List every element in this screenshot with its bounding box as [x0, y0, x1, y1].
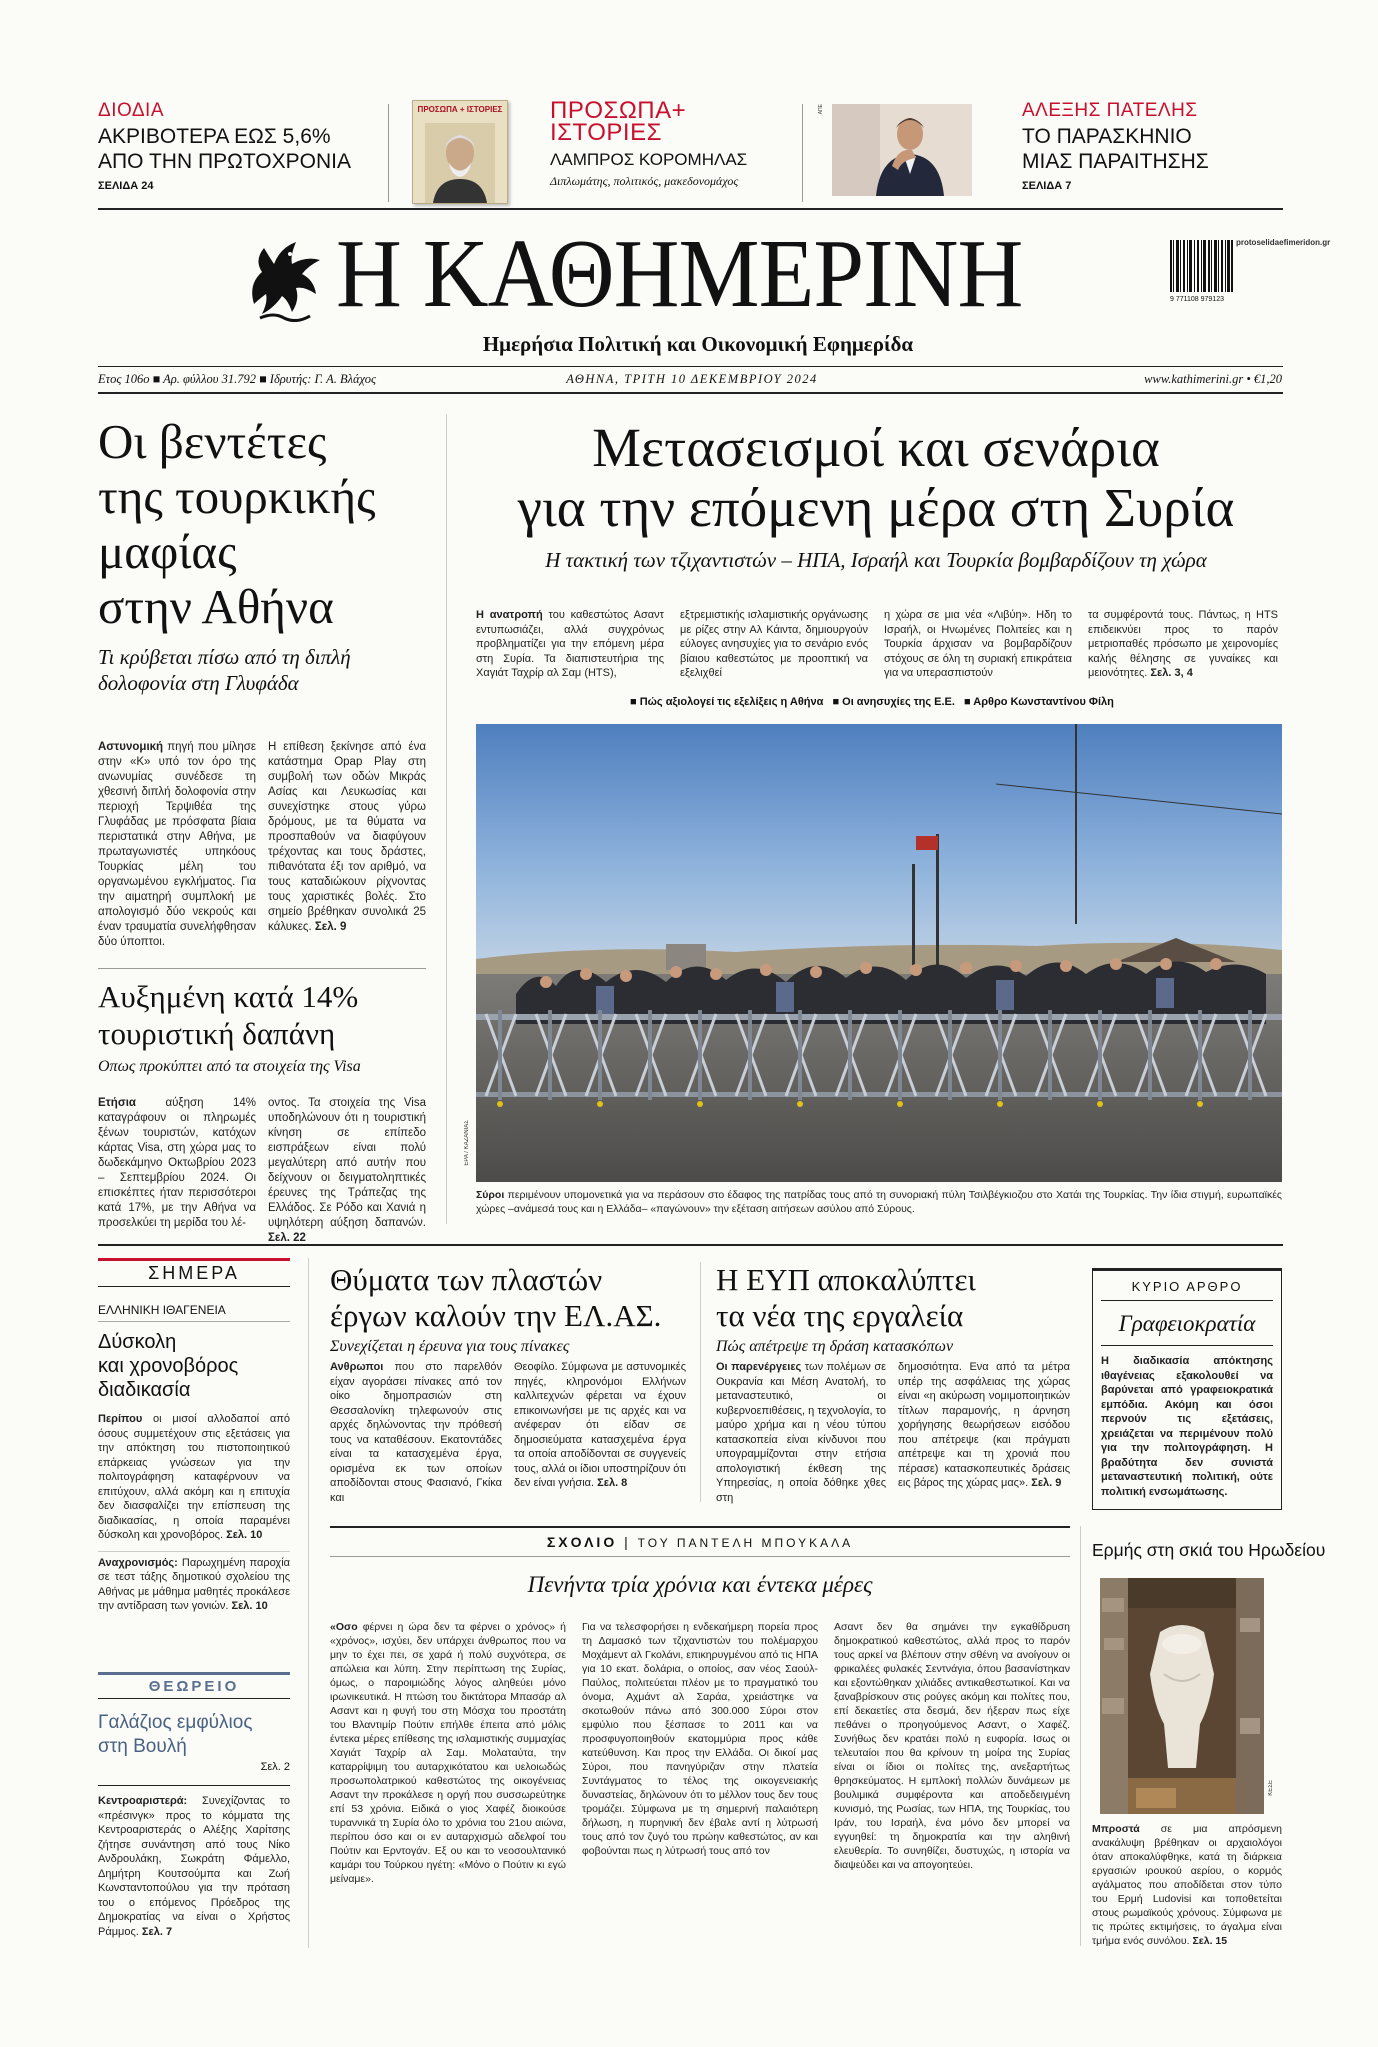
- person-photo: [832, 104, 972, 196]
- teaser-headline: ΑΠΟ ΤΗΝ ΠΡΩΤΟΧΡΟΝΙΑ: [98, 150, 351, 173]
- column-separator: |: [624, 1534, 638, 1550]
- teaser-kicker: ΔΙΟΔΙΑ: [98, 100, 164, 121]
- statue-photo: [1100, 1578, 1264, 1814]
- hermes-photo[interactable]: [1100, 1578, 1264, 1814]
- fake-art-col-1: [330, 1360, 502, 1505]
- article-page: Σελ. 22: [268, 1232, 306, 1244]
- article-body: τα συμφέροντά τους. Πάντως, η HTS επιδεικνύει προς το παρόν μετριοπαθές πρόσωπο με χειρονομίες καλής θέλησης σε γυναίκες και μειονότητες.: [1088, 609, 1278, 679]
- today-box[interactable]: [98, 1258, 290, 1614]
- column-author: ΤΟΥ ΠΑΝΤΕΛΗ ΜΠΟΥΚΑΛΑ: [637, 1536, 854, 1550]
- article-title: στην Αθήνα: [98, 579, 334, 634]
- magazine-title: ΠΡΟΣΩΠΑ + ΙΣΤΟΡΙΕΣ: [417, 105, 503, 114]
- sidebar-brief: [98, 1551, 290, 1614]
- article-title: Θύματα των πλαστών: [330, 1262, 603, 1297]
- article-lead: «Οσο: [330, 1621, 358, 1633]
- teaser-kicker: ΠΡΟΣΩΠΑ+: [550, 97, 687, 124]
- column-col-3: [834, 1620, 1070, 1872]
- tourism-article[interactable]: [98, 978, 426, 1076]
- article-body: δημοσιότητα. Ενα από τα μέτρα υπέρ της ασφάλειας της χώρας είναι «η ακύρωση νομιμοποιητικών τίτλων παραμονής, η άρνηση χορήγησης θεωρήσεων εισόδου που απέτρεψε (και πράγματι απέτρεψε και τη χρονιά που πέρασε) κατασκοπευτικές δράσεις εις βάρος της χώρας μας».: [898, 1361, 1070, 1489]
- teaser-kicker: ΑΛΕΞΗΣ ΠΑΤΕΛΗΣ: [1022, 100, 1198, 121]
- teaser-profiles[interactable]: [550, 97, 790, 189]
- teaser-headline: ΑΚΡΙΒΟΤΕΡΑ ΕΩΣ 5,6%: [98, 125, 331, 148]
- mafia-col-2: [268, 740, 426, 935]
- barcode: [1170, 238, 1331, 310]
- article-title: Η ΕΥΠ αποκαλύπτει: [716, 1262, 976, 1297]
- article-lead: Περίπου: [98, 1413, 143, 1425]
- article-subtitle: Οπως προκύπτει από τα στοιχεία της Visa: [98, 1058, 361, 1075]
- sidebar-body: [98, 1412, 290, 1543]
- related-link[interactable]: ■ Αρθρο Κωνσταντίνου Φίλη: [963, 696, 1114, 708]
- column-header: [330, 1534, 1070, 1550]
- teaser-headline: ΛΑΜΠΡΟΣ ΚΟΡΟΜΗΛΑΣ: [550, 150, 748, 169]
- eyp-col-1: [716, 1360, 886, 1505]
- teaser-kicker: ΙΣΤΟΡΙΕΣ: [550, 119, 662, 146]
- editorial-body: Η διαδικασία απόκτησης ιθαγένειας εξακολουθεί να βαρύνεται από γραφειοκρατικά εμπόδια. Ακόμη και όσοι περνούν τις εξετάσεις, χρειάζεται να περιμένουν πολύ για την πολιτογράφηση. Η βραδύτητα δεν συνιστά μεταναστευτική πολιτική, ούτε πολιτική ενσωμάτωσης.: [1101, 1355, 1273, 1498]
- article-body: η χώρα σε μια νέα «Λιβύη». Ηδη το Ισραήλ, οι Ηνωμένες Πολιτείες και η Τουρκία άρχισαν να βομβαρδίζουν στόχους σε όλη τη συριακή επικράτεια για να υπερασπιστούν: [884, 609, 1072, 679]
- editorial-title: Γραφειοκρατία: [1101, 1311, 1273, 1346]
- barcode-icon: [1170, 240, 1234, 300]
- brief-body: Παρωχημένη παροχία σε τεστ τάξης δημοτικού σχολείου της Αθήνας με μάθημα μαθητές προκάλεσε την αντίδραση των γονιών.: [98, 1556, 290, 1612]
- lead-subtitle: Η τακτική των τζιχαντιστών – ΗΠΑ, Ισραήλ και Τουρκία βομβαρδίζουν τη χώρα: [545, 548, 1207, 572]
- column-title: Πενήντα τρία χρόνια και έντεκα μέρες: [527, 1572, 873, 1597]
- article-body: Ασαντ δεν θα σημάνει την εγκαθίδρυση δημοκρατικού καθεστώτος, αλλά προς το παρόν τους αρκεί να βλέπουν στην σθένη να ανοίγουν οι φρικαλέες φυλακές Σεντνάγια, όπου βασανίστηκαν και εξοντώθηκαν χιλιάδες αντικαθεστωτικοί. Και να ξαναβρίσκουν στις ρούγες ακόμη και πολίτες που, επί δεκαετίες στα δεσμά, δεν ήξεραν πως είχε πεθάνει ο προηγούμενος Ασαντ, ο Χαφέζ. Συνήθως δεν κρατάει πολύ η ευφορία. Ισως οι τελευταίοι που θα κρίνουν τη μοίρα της Συρίας είναι οι ίδιοι οι πολίτες της, ανεξαρτήτως θρησκεύματος. Η εμπλοκή πολλών δυνάμεων με βουλιμικά συμφέροντα και αποδεδειγμένη κυνισμό, της Ρωσίας, των ΗΠΑ, της Τουρκίας, του Ιράν, του Ισραήλ, ένα μόνο δεν μπορεί να εγγυηθεί: τη δημοκρατία και την αληθινή ελευθερία. Το συνηθίζει, δυστυχώς, η ιστορία να διαψεύδει και να απογοητεύει.: [834, 1621, 1070, 1871]
- photo-caption: [476, 1188, 1282, 1216]
- article-body: εξτρεμιστικής ισλαμιστικής οργάνωσης με ρίζες στην Αλ Κάιντα, δημιουργούν εύλογες ανησυχίες για το σενάριο ενός βίαιου καθεστώτος με προοπτική να εξελιχθεί: [680, 609, 868, 679]
- teaser-subtitle: Διπλωμάτης, πολιτικός, μακεδονομάχος: [550, 174, 739, 188]
- article-subtitle: Τι κρύβεται πίσω από τη διπλή δολοφονία στη Γλυφάδα: [98, 645, 351, 695]
- article-page: Σελ. 10: [226, 1529, 263, 1541]
- article-body: του καθεστώτος Ασαντ εντυπωσιάζει, αλλά συγχρόνως προβληματίζει για την επόμενη μέρα στη Συρία. Τα διαπιστευτήρια της Χαγιάτ Ταχρίρ αλ Σαμ (HTS),: [476, 609, 664, 679]
- related-links: [630, 696, 1150, 708]
- hermes-caption: [1092, 1822, 1282, 1948]
- article-title: έργων καλούν την ΕΛ.ΑΣ.: [330, 1298, 662, 1333]
- sidebar-title: διαδικασία: [98, 1379, 191, 1401]
- dateline-right: www.kathimerini.gr • €1,20: [1144, 372, 1282, 386]
- caption-lead: Μπροστά: [1092, 1823, 1140, 1835]
- sidebar-header: ΘΕΩΡΕΙΟ: [98, 1672, 290, 1699]
- magazine-cover[interactable]: [412, 100, 508, 204]
- sidebar-header: ΣΗΜΕΡΑ: [98, 1258, 290, 1287]
- article-title: τα νέα της εργαλεία: [716, 1298, 964, 1333]
- sidebar-title: Δύσκολη: [98, 1331, 177, 1353]
- mafia-col-1: [98, 740, 256, 950]
- sidebar-title: Γαλάζιος εμφύλιος: [98, 1712, 253, 1733]
- sidebar-page: Σελ. 2: [260, 1761, 290, 1773]
- article-lead: Αστυνομική: [98, 741, 164, 753]
- eyp-article[interactable]: [716, 1262, 1070, 1356]
- dateline-center: ΑΘΗΝΑ, ΤΡΙΤΗ 10 ΔΕΚΕΜΒΡΙΟΥ 2024: [566, 372, 818, 386]
- editorial-box[interactable]: [1092, 1268, 1282, 1510]
- sidebar-title: και χρονοβόρος: [98, 1355, 239, 1377]
- article-body: Η επίθεση ξεκίνησε από ένα κατάστημα Opap Play στη συμβολή των οδών Μικράς Ασίας και Λευκωσίας και συνεχίστηκε στους γύρω δρόμους, με τα θύματα να προσπαθούν να διαφύγουν τρέχοντας και τους δράστες, πιθανότατα έξι τον αριθμό, να τους καταδιώκουν ρίχνοντας τους χαριστικές βολές. Στο σημείο βρέθηκαν συνολικά 25 κάλυκες.: [268, 741, 426, 933]
- teaser-photo-patelis[interactable]: [832, 104, 972, 196]
- editorial-header: ΚΥΡΙΟ ΑΡΘΡΟ: [1101, 1279, 1273, 1301]
- lead-headline: Μετασεισμοί και σενάρια: [592, 417, 1160, 478]
- portrait-illustration: [425, 123, 495, 203]
- article-body: των πολέμων σε Ουκρανία και Μέση Ανατολή, το μεταναστευτικό, οι κυβερνοεπιθέσεις, η τεχνολογία, το μαύρο χρήμα και η νέου τύπου κατασκοπεία είναι κίνδυνοι που υπογραμμίζονται στην ετήσια απολογιστική έκθεση της Υπηρεσίας, η οποία δόθηκε χθες στη: [716, 1361, 887, 1504]
- column-col-1: [330, 1620, 566, 1886]
- article-subtitle: Πώς απέτρεψε τη δράση κατασκόπων: [716, 1338, 954, 1355]
- teaser-tolls[interactable]: [98, 100, 378, 192]
- teaser-headline: ΜΙΑΣ ΠΑΡΑΙΤΗΣΗΣ: [1022, 150, 1209, 173]
- theorio-box[interactable]: [98, 1672, 290, 1939]
- brief-lead: Κεντροαριστερά:: [98, 1795, 188, 1807]
- teaser-page: ΣΕΛΙΔΑ 7: [1022, 180, 1072, 192]
- article-title: τουριστική δαπάνη: [98, 1016, 336, 1051]
- article-body: φέρνει η ώρα δεν τα φέρνει ο χρόνος» ή «χρόνος», ισχύει, δεν υπάρχει άνθρωπος που να μην το έχει πει, σε χαρά ή πολύ συχνότερα, σε απώλεια και λύπη. Στην περίπτωση της Συρίας, όμως, ο παροιμιώδης λόγος αληθεύει μόνο ιρωνικευτικά. Η πτώση του δικτάτορα Μπασάρ αλ Ασαντ και η φυγή του στη Μόσχα του προστάτη του Βλαντιμίρ Πούτιν επήλθε έπειτα από μόλις έντεκα μέρες επίθεσης της ισλαμιστικής συμμαχίας Χαγιάτ Ταχρίρ αλ Σαμ. Μολαταύτα, την καταρρίψιμη του αυταρχικότατου και υελοιωδώς προσωπολατρικού καθεστώτος της οικογένειας Ασαντ την προκάλεσε η οργή που συσσωρεύτηκε επί 53 χρόνια. Ειδικά ο γιος Χαφέζ διοικούσε τυραννικά τη Συρία όλο το χρόνια του 21ου αιώνα, περίπου όσο και οι εν αυταρχισμώ αδελφοί του Πούτιν και Ερντογάν. Εξ ου και το νεοσουλτανικό καμάρι του Τούρκου ηγέτη: «Μόνο ο Πούτιν κι εγώ μείναμε».: [330, 1621, 566, 1885]
- barcode-site: protoselidaefimeridon.gr: [1236, 238, 1331, 247]
- dateline-left: Ετος 106ο ■ Αρ. φύλλου 31.792 ■ Ιδρυτής: Γ. Α. Βλάχος: [98, 372, 377, 386]
- article-page: Σελ. 8: [597, 1477, 628, 1489]
- article-lead: Ανθρωποι: [330, 1361, 384, 1373]
- syria-border-photo[interactable]: [476, 724, 1282, 1182]
- teaser-page: ΣΕΛΙΔΑ 24: [98, 180, 154, 192]
- brief-lead: Αναχρονισμός:: [98, 1556, 178, 1569]
- article-lead: Η ανατροπή: [476, 609, 543, 621]
- article-page: Σελ. 15: [1192, 1935, 1228, 1947]
- article-body: οντος. Τα στοιχεία της Visa υποδηλώνουν ότι η τουριστική κίνηση σε επίπεδο εισπράξεων είναι πολύ μεγαλύτερη από αυτήν που δείχνουν οι δειγματοληπτικές έρευνες της Τράπεζας της Ελλάδος. Σε Ρόδο και Χανιά η υψηλότερη αύξηση δαπανών.: [268, 1097, 426, 1229]
- syria-col-1: [476, 608, 664, 681]
- article-page: Σελ. 9: [1031, 1477, 1062, 1489]
- griffin-logo-icon: [244, 234, 326, 322]
- mafia-article[interactable]: [98, 414, 426, 696]
- fake-art-article[interactable]: [330, 1262, 690, 1356]
- related-link[interactable]: ■ Πώς αξιολογεί τις εξελίξεις η Αθήνα: [630, 696, 824, 708]
- caption-lead: Σύροι: [476, 1189, 505, 1201]
- hermes-title[interactable]: Ερμής στη σκιά του Ηρωδείου: [1092, 1540, 1326, 1560]
- article-title: Αυξημένη κατά 14%: [98, 979, 359, 1014]
- article-page: Σελ. 3, 4: [1150, 667, 1193, 679]
- syria-article[interactable]: [466, 418, 1286, 573]
- border-gate-photo: [476, 724, 1282, 1182]
- caption-text: περιμένουν υπομονετικά για να περάσουν στο έδαφος της πατρίδας τους από τη συνοριακή πύλη Τσιλβέγκιοζου στο Χατάι της Τουρκίας. Την ίδια στιγμή, ευρωπαϊκές χώρες –ανάμεσά τους και η Ελλάδα– «παγώνουν» την εξέταση αιτήσεων ασύλου από Σύρους.: [476, 1189, 1282, 1215]
- syria-col-3: [884, 608, 1072, 681]
- article-title: Οι βεντέτες: [98, 414, 327, 469]
- article-body: οι μισοί αλλοδαποί από όσους συμμετέχουν στις εξετάσεις για την απόκτηση του πιστοποιητικού επάρκειας γνώσεων για την πολιτογράφηση καταφέρνουν να επιτύχουν, αλλά ακόμη και η επιτυχία δεν διασφαλίζει την επίσπευση της διαδικασίας, η οποία παραμένει δύσκολη και χρονοβόρος.: [98, 1413, 290, 1541]
- teaser-headline: ΤΟ ΠΑΡΑΣΚΗΝΙΟ: [1022, 125, 1192, 148]
- photo-credit: ΑΠΕ: [818, 104, 824, 115]
- eyp-col-2: [898, 1360, 1070, 1491]
- masthead-subtitle: Ημερήσια Πολιτική και Οικονομική Εφημερίδα: [482, 332, 914, 356]
- sidebar-title: στη Βουλή: [98, 1736, 187, 1757]
- article-body: πηγή που μίλησε στην «Κ» υπό τον όρο της ανωνυμίας συνέδεσε τη χθεσινή διπλή δολοφονία στην περιοχή Τερψιθέα της Γλυφάδας με πρόσφατα βίαια περιστατικά στην Αθήνα, με πρωταγωνιστές υπηκόους Τουρκίας μέλη του οργανωμένου εγκλήματος. Για την αιματηρή συμπλοκή με απολογισμό δύο νεκρούς και έναν τραυματία συνελήφθησαν δύο ύποπτοι.: [98, 741, 256, 948]
- article-body: Θεοφίλο. Σύμφωνα με αστυνομικές πηγές, κληρονόμοι Ελλήνων καλλιτεχνών φέρεται να έχουν επικοινωνήσει με τις αρχές και να ανέφεραν ότι είδαν σε δημοσιεύματα κατασχεμένα έργα τα οποία αποδίδονται σε συγγενείς τους, αλλά οι ίδιοι υποστηρίζουν ότι δεν είναι γνήσια.: [514, 1361, 686, 1489]
- masthead-title: Η ΚΑΘΗΜΕΡΙΝΗ: [336, 220, 1023, 328]
- lead-headline: για την επόμενη μέρα στη Συρία: [517, 477, 1235, 538]
- article-lead: Οι παρενέργειες: [716, 1361, 802, 1373]
- fake-art-col-2: [514, 1360, 686, 1491]
- brief-body: Συνεχίζοντας το «πρέσινγκ» προς το κόμματα της Κεντροαριστεράς ο Αλέξης Χαρίτσης ζήτησε συνάντηση από τους Νίκο Ανδρουλάκη, Σωκράτη Φάμελλο, Δημήτρη Κουτσούμπα και Ζωή Κωνσταντοπούλου για την πρόταση του ο επόμενος Πρόεδρος της Δημοκρατίας να είναι ο Χρήστος Ράμμος.: [98, 1795, 290, 1938]
- article-subtitle: Συνεχίζεται η έρευνα για τους πίνακες: [330, 1338, 570, 1355]
- syria-col-4: [1088, 608, 1278, 681]
- related-link[interactable]: ■ Οι ανησυχίες της Ε.Ε.: [832, 696, 955, 708]
- tourism-col-2: [268, 1096, 426, 1246]
- barcode-number: 9 771108 979123: [1170, 296, 1224, 303]
- sidebar-brief: [98, 1785, 290, 1939]
- sidebar-section: ΕΛΛΗΝΙΚΗ ΙΘΑΓΕΝΕΙΑ: [98, 1303, 290, 1322]
- photo-credit: ΚΕΣΕ: [1268, 1780, 1274, 1796]
- article-title: μαφίας: [98, 524, 237, 579]
- article-body: που στο παρελθόν είχαν αγοράσει πίνακες από τον οίκο δημοπρασιών στη Θεσσαλονίκη τηλεφωνούν στις αρχές δηλώνοντας την πρόθεσή τους να καταθέσουν. Εκατοντάδες είναι τα κατασχεμένα έργα, ορισμένα εκ των οποίων αποδίδονται στους Φασιανό, Γκίκα και: [330, 1361, 502, 1504]
- column-label: ΣΧΟΛΙΟ: [546, 1534, 618, 1550]
- column-col-2: [582, 1620, 818, 1858]
- article-lead: Ετήσια: [98, 1097, 136, 1109]
- photo-credit: EPA / ΚΑΖΑΝΙΑΣ: [464, 1120, 470, 1166]
- brief-page: Σελ. 10: [231, 1600, 268, 1612]
- syria-col-2: [680, 608, 868, 681]
- article-page: Σελ. 9: [314, 921, 347, 933]
- teaser-patelis[interactable]: [1022, 100, 1312, 192]
- article-body: Για να τελεσφορήσει η ενδεκαήμερη πορεία προς τη Δαμασκό των τζιχαντιστών του πολέμαρχου Μοχάμεντ αλ Γκολάνι, επικηρυγμένου από τις ΗΠΑ για 10 εκατ. δολάρια, ο οποίος, σαν νέος Σαούλ-Παύλος, πολιτεύεται πλέον με το πραγματικό του όνομα, Αχμάντ αλ Σαράα, χρειάστηκε να σκοτωθούν πάνω από 300.000 Σύροι στον εμφύλιο που ξέσπασε το 2011 και να προσφυγοποιηθούν εκατομμύρια προς κάθε κατεύθυνση. Και προς την Ελλάδα. Οι δικοί μας Σύροι, που πανηγύριζαν στην πλατεία Συντάγματος το τέλος της οικογενειακής δυναστείας, δηλώνουν ότι το μέλλον τους δεν τους τρομάζει. Σύμφωνα με τη σημερινή παλαιότερη δήλωση, η πυρηνική δεν έβαλε αντί η λύτρωσή τους από τον ζυγό του πρώην καθεστώτος, αν και φοβούνται πως η λύτρωσή τους από τον: [582, 1621, 818, 1857]
- article-title: της τουρκικής: [98, 469, 376, 524]
- article-body: αύξηση 14% καταγράφουν οι πληρωμές ξένων τουριστών, κατόχων κάρτας Visa, στη χώρα μας το δωδεκάμηνο Οκτωβρίου 2023 – Σεπτεμβρίου 2024. Οι επισκέπτες ήταν περισσότεροι κατά 17%, με την Αθήνα να προσελκύει τη μερίδα του λέ-: [98, 1097, 256, 1229]
- brief-page: Σελ. 7: [141, 1925, 173, 1938]
- caption-text: σε μια απρόσμενη ανακάλυψη βρέθηκαν οι αρχαιολόγοι όταν αποκαλύφθηκε, κατά τη διάρκεια εργασιών ιρουκού αερίου, ο κορμός αγάλματος που αποδίδεται στον τύπο του Ερμή Ludovisi και τοποθετείται στους ρωμαϊκούς χρόνους. Σύμφωνα με τις πρώτες εκτιμήσεις, το άγαλμα είναι τμήμα ενός συνόλου.: [1092, 1823, 1282, 1947]
- tourism-col-1: [98, 1096, 256, 1231]
